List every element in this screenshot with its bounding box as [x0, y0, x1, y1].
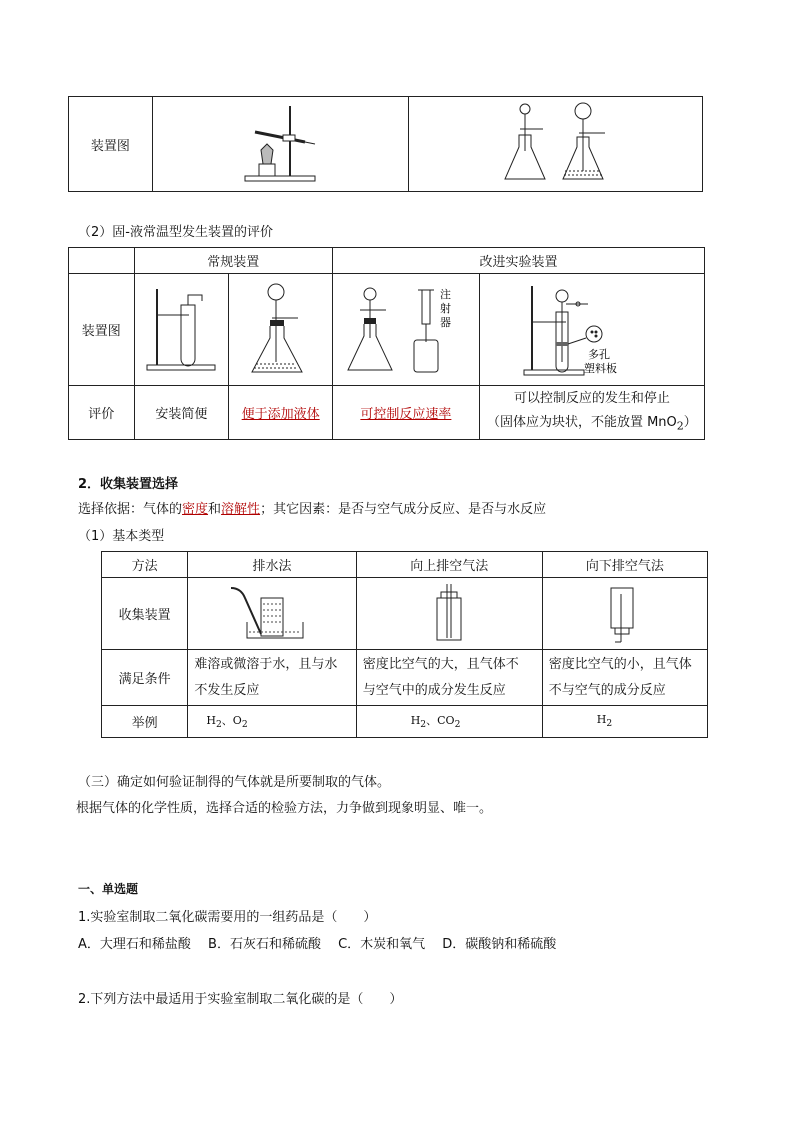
example-upward: $H_2$、$CO_2$ — [356, 706, 542, 738]
header-water: 排水法 — [188, 552, 356, 578]
syringe-label-3: 器 — [439, 315, 451, 329]
row-label-eval: 评价 — [69, 386, 135, 440]
syringe-apparatus — [333, 274, 480, 386]
row-label-apparatus: 装置图 — [69, 274, 135, 386]
questions-heading: 一、单选题 — [78, 882, 139, 896]
two-flask-apparatus-icon — [495, 101, 615, 187]
water-displacement-cell — [188, 578, 356, 650]
syringe-flask-apparatus-icon — [346, 282, 466, 378]
eval-easy-install: 安装简便 — [134, 386, 229, 440]
funnel-flask-apparatus-icon — [246, 282, 316, 378]
header-upward: 向上排空气法 — [356, 552, 542, 578]
two-flask-apparatus — [408, 97, 702, 192]
eval-add-liquid: 便于添加液体 — [229, 386, 333, 440]
downward-air-icon — [605, 584, 645, 644]
upward-air-icon — [429, 584, 469, 644]
porous-plate-apparatus-icon — [522, 282, 662, 378]
syringe-label-1: 注 — [439, 287, 451, 301]
header-method: 方法 — [102, 552, 188, 578]
test-tube-apparatus-icon — [143, 285, 219, 375]
funnel-flask-apparatus — [229, 274, 333, 386]
eval-control-rate: 可控制反应速率 — [333, 386, 480, 440]
collect-subheading: （1）基本类型 — [78, 529, 165, 544]
example-downward: $H_2$ — [542, 706, 707, 738]
heating-tube-apparatus-icon — [235, 102, 325, 186]
porous-plate-apparatus — [479, 274, 704, 386]
cond-downward: 密度比空气的小，且气体 不与空气的成分反应 — [542, 650, 707, 706]
collection-table — [101, 551, 708, 738]
section-title-2: （2）固-液常温型发生装置的评价 — [78, 225, 273, 240]
cond-upward: 密度比空气的大，且气体不 与空气中的成分发生反应 — [356, 650, 542, 706]
collect-heading: 2．收集装置选择 — [78, 477, 179, 492]
test-tube-apparatus — [134, 274, 229, 386]
eval-control-start-stop — [479, 386, 704, 440]
section-title-3: （三）确定如何验证制得的气体就是所要制取的气体。 — [78, 775, 391, 790]
question-2: 2.下列方法中最适用于实验室制取二氧化碳的是（ ） — [78, 992, 403, 1007]
row-example: 举例 — [102, 706, 188, 738]
header-improved: 改进实验装置 — [333, 248, 705, 274]
row-label: 装置图 — [69, 97, 153, 192]
porous-label-2: 塑料板 — [583, 361, 617, 375]
question-1: 1.实验室制取二氧化碳需要用的一组药品是（ ） — [78, 910, 377, 925]
row-collect: 收集装置 — [102, 578, 188, 650]
upward-air-cell — [356, 578, 542, 650]
heating-tube-apparatus — [152, 97, 408, 192]
collect-basis: 选择依据：气体的密度和溶解性；其它因素：是否与空气成分反应、是否与水反应 — [78, 502, 547, 517]
syringe-label-2: 射 — [439, 301, 451, 315]
cond-water: 难溶或微溶于水，且与水 不发生反应 — [188, 650, 356, 706]
eval-last-line2: （固体应为块状，不能放置 MnO$_2$） — [486, 414, 697, 433]
evaluation-table — [68, 247, 705, 440]
question-1-options: A．大理石和稀盐酸 B．石灰石和稀硫酸 C．木炭和氧气 D．碳酸钠和稀硫酸 — [78, 937, 557, 952]
corner-cell — [69, 248, 135, 274]
header-regular: 常规装置 — [134, 248, 333, 274]
header-downward: 向下排空气法 — [542, 552, 707, 578]
downward-air-cell — [542, 578, 707, 650]
water-displacement-icon — [227, 584, 317, 644]
porous-label-1: 多孔 — [587, 347, 610, 361]
apparatus-table-1 — [68, 96, 703, 192]
example-water: $H_2$、$O_2$ — [188, 706, 356, 738]
row-condition: 满足条件 — [102, 650, 188, 706]
section-3-text: 根据气体的化学性质，选择合适的检验方法，力争做到现象明显、唯一。 — [76, 801, 493, 816]
eval-last-line1: 可以控制反应的发生和停止 — [513, 390, 670, 406]
